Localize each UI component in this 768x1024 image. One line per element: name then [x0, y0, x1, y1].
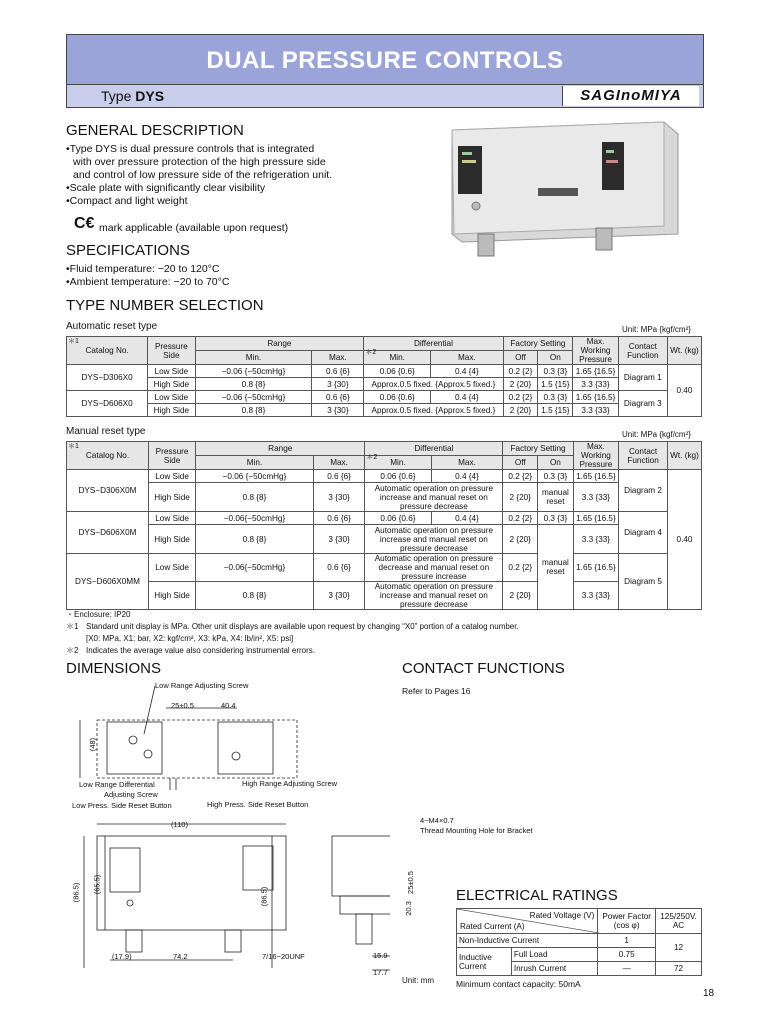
- range-max: 0.6 {6}: [313, 512, 365, 525]
- bullet-line: •Type DYS is dual pressure controls that is integrated: [66, 143, 315, 155]
- pressure-side: Low Side: [148, 512, 195, 525]
- max-working-pressure: 3.3 {33}: [573, 582, 618, 610]
- catalog-no: DYS−D606X0MM: [67, 554, 149, 610]
- differential: Approx.0.5 fixed. {Approx.5 fixed.}: [364, 378, 503, 391]
- table-row: [67, 378, 702, 391]
- type-prefix: Type: [101, 88, 136, 104]
- ce-mark-icon: C€: [74, 215, 95, 232]
- unit-mm: Unit: mm: [402, 976, 434, 985]
- setting-on: manual reset: [538, 525, 574, 610]
- contact-functions-text: Refer to Pages 16: [402, 686, 471, 696]
- power-factor-header: Power Factor (cos φ): [598, 909, 656, 934]
- bullet-line: and control of low pressure side of the refrigeration unit.: [73, 169, 333, 181]
- setting-off: 0.2 {2}: [503, 470, 538, 483]
- col-factory-setting: Factory Setting: [503, 442, 573, 456]
- dim-label: (86.5): [259, 886, 269, 907]
- setting-off: 2 {20}: [503, 404, 538, 417]
- setting-on: manual reset: [538, 483, 574, 512]
- table-row: [67, 582, 702, 610]
- star2-mark: ＊2: [365, 349, 377, 356]
- max-working-pressure: 1.65 {16.5}: [573, 512, 618, 525]
- range-min: −0.06 {−50cmHg}: [196, 470, 314, 483]
- pressure-side: High Side: [148, 378, 195, 391]
- page-number: 18: [703, 988, 715, 999]
- bullet-line: •Scale plate with significantly clear visibility: [66, 182, 266, 194]
- dim-label: 4−M4×0.7: [420, 816, 454, 825]
- setting-off: 2 {20}: [503, 582, 538, 610]
- col-range-max: Max.: [312, 351, 364, 365]
- type-bar: [67, 85, 703, 107]
- col-off: Off: [503, 456, 538, 470]
- range-max: 0.6 {6}: [312, 365, 364, 378]
- note-star2: Indicates the average value also considering instrumental errors.: [86, 646, 316, 655]
- col-diff-min-label: Min.: [389, 353, 405, 362]
- brand-logo-text: SAGInoMIYA: [580, 87, 682, 104]
- range-min: −0.06 {−50cmHg}: [195, 365, 312, 378]
- contact-function: Diagram 5: [619, 554, 668, 610]
- range-min: 0.8 {8}: [195, 404, 312, 417]
- col-contact-function: Contact Function: [618, 337, 667, 365]
- pressure-side: High Side: [148, 483, 195, 512]
- star1-mark: ＊1: [68, 443, 79, 450]
- brand-logo: [562, 86, 699, 106]
- max-working-pressure: 1.65 {16.5}: [573, 554, 618, 582]
- dim-label: (48): [88, 737, 98, 752]
- differential: Approx.0.5 fixed. {Approx.5 fixed.}: [364, 404, 503, 417]
- col-catalog-label: Catalog No.: [85, 451, 130, 460]
- col-differential: Differential: [365, 442, 503, 456]
- power-factor-value: —: [598, 962, 656, 976]
- col-diff-min-label: Min.: [390, 458, 406, 467]
- page-title: DUAL PRESSURE CONTROLS: [67, 35, 703, 85]
- pressure-side: Low Side: [148, 554, 195, 582]
- bullet-line: with over pressure protection of the high pressure side: [73, 156, 326, 168]
- dim-label: 15.9: [373, 951, 388, 960]
- ce-text: mark applicable (available upon request): [99, 222, 289, 234]
- star2-mark: ＊2: [366, 454, 378, 461]
- max-working-pressure: 3.3 {33}: [573, 483, 618, 512]
- col-catalog-label: Catalog No.: [85, 346, 129, 355]
- col-range-max: Max.: [313, 456, 365, 470]
- setting-on: 0.3 {3}: [538, 391, 573, 404]
- dim-label: Adjusting Screw: [104, 790, 158, 799]
- diff-max: 0.4 {4}: [431, 391, 503, 404]
- max-working-pressure: 1.65 {16.5}: [573, 470, 618, 483]
- setting-off: 2 {20}: [503, 525, 538, 554]
- range-min: −0.06{−50cmHg}: [196, 512, 314, 525]
- setting-off: 0.2 {2}: [503, 365, 538, 378]
- max-working-pressure: 3.3 {33}: [573, 404, 618, 417]
- current-value: 72: [656, 962, 702, 976]
- diff-min: 0.06 {0.6}: [365, 470, 431, 483]
- col-on: On: [538, 456, 574, 470]
- inductive-label: Inductive Current: [457, 948, 512, 976]
- power-factor-value: 1: [598, 934, 656, 948]
- range-max: 3 {30}: [313, 582, 365, 610]
- note-star1: Standard unit display is MPa. Other unit displays are available upon request by changing “X0” portion of a catalog number.: [86, 622, 519, 631]
- rated-current-label: Rated Current (A): [460, 922, 525, 931]
- contact-function: Diagram 2: [619, 470, 668, 512]
- note-star2-mark: ＊2: [66, 646, 79, 655]
- catalog-no: DYS−D306X0M: [67, 470, 149, 512]
- rated-header-cell: [457, 909, 598, 934]
- max-working-pressure: 1.65 {16.5}: [573, 365, 618, 378]
- pressure-side: High Side: [148, 404, 195, 417]
- general-heading: GENERAL DESCRIPTION: [66, 122, 244, 139]
- differential: Automatic operation on pressure increase and manual reset on pressure decrease: [365, 483, 503, 512]
- spec-item: •Fluid temperature: −20 to 120°C: [66, 263, 220, 275]
- col-range-min: Min.: [195, 351, 312, 365]
- dim-label: 17.7: [373, 968, 388, 977]
- dim-label: 25±0.5: [405, 871, 415, 894]
- spec-item: •Ambient temperature: −20 to 70°C: [66, 276, 230, 288]
- diff-max: 0.4 {4}: [431, 470, 503, 483]
- pressure-side: High Side: [148, 525, 195, 554]
- electrical-ratings-heading: ELECTRICAL RATINGS: [456, 887, 618, 904]
- col-max-working-pressure: Max. Working Pressure: [573, 442, 618, 470]
- auto-reset-table: [66, 336, 702, 417]
- voltage-header: 125/250V. AC: [656, 909, 702, 934]
- contact-function: Diagram 3: [618, 391, 667, 417]
- unit-label: Unit: MPa {kgf/cm²}: [622, 430, 691, 439]
- table-row: [67, 512, 702, 525]
- dim-label: Low Range Differential: [79, 780, 155, 789]
- unit-label: Unit: MPa {kgf/cm²}: [622, 325, 691, 334]
- diff-min: 0.06 {0.6}: [364, 365, 431, 378]
- range-max: 0.6 {6}: [312, 391, 364, 404]
- setting-on: 1.5 {15}: [538, 378, 573, 391]
- col-differential: Differential: [364, 337, 503, 351]
- range-min: 0.8 {8}: [196, 582, 314, 610]
- col-diff-max: Max.: [431, 351, 503, 365]
- col-pressure-side: Pressure Side: [148, 442, 195, 470]
- table-row: [67, 470, 702, 483]
- current-value: 12: [656, 934, 702, 962]
- setting-off: 0.2 {2}: [503, 512, 538, 525]
- setting-on: 0.3 {3}: [538, 470, 574, 483]
- differential: Automatic operation on pressure decrease and manual reset on pressure increase: [365, 554, 503, 582]
- col-diff-min: [365, 456, 431, 470]
- differential: Automatic operation on pressure increase and manual reset on pressure decrease: [365, 525, 503, 554]
- dim-label: 7/16−20UNF: [262, 952, 305, 961]
- col-diff-min: [364, 351, 431, 365]
- dimensions-drawing: [60, 678, 390, 990]
- dim-label: High Range Adjusting Screw: [242, 779, 338, 788]
- range-max: 3 {30}: [312, 404, 364, 417]
- low-side-fitting: [478, 234, 494, 256]
- range-min: 0.8 {8}: [195, 378, 312, 391]
- inrush-label: Inrush Current: [511, 962, 597, 976]
- type-label: [101, 88, 164, 104]
- setting-off: 2 {20}: [503, 483, 538, 512]
- col-weight: Wt. (kg): [667, 337, 701, 365]
- note-star1-mark: ＊1: [66, 622, 79, 631]
- table-row: [67, 525, 702, 554]
- col-max-working-pressure: Max. Working Pressure: [573, 337, 618, 365]
- range-max: 0.6 {6}: [313, 470, 365, 483]
- setting-off: 0.2 {2}: [503, 391, 538, 404]
- high-side-scale-window: [602, 142, 624, 190]
- diff-min: 0.06 {0.6}: [364, 391, 431, 404]
- bullet-line: •Compact and light weight: [66, 195, 188, 207]
- col-range: Range: [196, 442, 365, 456]
- col-on: On: [538, 351, 573, 365]
- setting-on: 0.3 {3}: [538, 365, 573, 378]
- setting-on: 1.5 {15}: [538, 404, 573, 417]
- rated-voltage-label: Rated Voltage (V): [529, 911, 595, 920]
- table-row: [67, 365, 702, 378]
- table-row: [67, 483, 702, 512]
- product-photo: [440, 116, 690, 266]
- col-contact-function: Contact Function: [619, 442, 668, 470]
- power-factor-value: 0.75: [598, 948, 656, 962]
- dim-label: High Press. Side Reset Button: [207, 800, 309, 809]
- dim-label: (65.5): [92, 874, 102, 895]
- manual-reset-title: Manual reset type: [66, 426, 146, 437]
- auto-reset-title: Automatic reset type: [66, 321, 158, 332]
- range-max: 3 {30}: [313, 483, 365, 512]
- setting-on: 0.3 {3}: [538, 512, 574, 525]
- star1-mark: ＊1: [68, 338, 79, 345]
- contact-function: Diagram 4: [619, 512, 668, 554]
- high-side-fitting: [596, 228, 612, 250]
- col-range: Range: [195, 337, 364, 351]
- table-row: [67, 404, 702, 417]
- col-diff-max: Max.: [431, 456, 503, 470]
- specifications-heading: SPECIFICATIONS: [66, 242, 190, 259]
- differential: Automatic operation on pressure increase and manual reset on pressure decrease: [365, 582, 503, 610]
- weight: 0.40: [667, 365, 701, 417]
- type-number-heading: TYPE NUMBER SELECTION: [66, 297, 264, 314]
- dim-label: 74.2: [173, 952, 188, 961]
- weight: 0.40: [668, 470, 702, 610]
- pressure-side: Low Side: [148, 365, 195, 378]
- min-contact-capacity: Minimum contact capacity: 50mA: [456, 979, 581, 989]
- col-range-min: Min.: [196, 456, 314, 470]
- dim-label: 20.3: [403, 901, 413, 916]
- col-factory-setting: Factory Setting: [503, 337, 573, 351]
- header-banner: [66, 34, 704, 108]
- catalog-no: DYS−D606X0: [67, 391, 148, 417]
- range-max: 3 {30}: [312, 378, 364, 391]
- photo-logo: [538, 188, 578, 196]
- dim-label: (86.5): [71, 882, 81, 903]
- diff-min: 0.06 {0.6}: [365, 512, 431, 525]
- setting-off: 2 {20}: [503, 378, 538, 391]
- pressure-side: Low Side: [148, 391, 195, 404]
- col-off: Off: [503, 351, 538, 365]
- contact-function: Diagram 1: [618, 365, 667, 391]
- dim-label: 40.4: [221, 701, 236, 710]
- dim-label: Low Range Adjusting Screw: [155, 681, 249, 690]
- note-enclosure: ・Enclosure: IP20: [66, 610, 131, 619]
- contact-functions-heading: CONTACT FUNCTIONS: [402, 660, 565, 677]
- max-working-pressure: 3.3 {33}: [573, 525, 618, 554]
- range-max: 3 {30}: [313, 525, 365, 554]
- diff-max: 0.4 {4}: [431, 365, 503, 378]
- electrical-ratings-table: [456, 908, 702, 976]
- range-max: 0.6 {6}: [313, 554, 365, 582]
- setting-off: 0.2 {2}: [503, 554, 538, 582]
- note-unit-codes: [X0: MPa, X1: bar, X2: kgf/cm², X3: kPa, X4: lb/in², X5: psi]: [86, 634, 294, 643]
- pressure-side: High Side: [148, 582, 195, 610]
- diff-max: 0.4 {4}: [431, 512, 503, 525]
- col-catalog: [67, 442, 149, 470]
- general-bullets: [66, 143, 386, 208]
- max-working-pressure: 1.65 {16.5}: [573, 391, 618, 404]
- table-row: [67, 554, 702, 582]
- range-min: −0.06{−50cmHg}: [196, 554, 314, 582]
- range-min: −0.06 {−50cmHg}: [195, 391, 312, 404]
- range-min: 0.8 {8}: [196, 483, 314, 512]
- dim-label: Thread Mounting Hole for Bracket: [420, 826, 533, 835]
- dim-label: 25±0.5: [171, 701, 194, 710]
- full-load-label: Full Load: [511, 948, 597, 962]
- manual-reset-table: [66, 441, 702, 610]
- non-inductive-label: Non-Inductive Current: [457, 934, 598, 948]
- dimensions-heading: DIMENSIONS: [66, 660, 162, 677]
- type-name: DYS: [135, 88, 165, 104]
- range-min: 0.8 {8}: [196, 525, 314, 554]
- col-weight: Wt. (kg): [668, 442, 702, 470]
- catalog-no: DYS−D306X0: [67, 365, 148, 391]
- dim-label: (17.9): [112, 952, 132, 961]
- col-catalog: [67, 337, 148, 365]
- dim-label: Low Press. Side Reset Button: [72, 801, 172, 810]
- catalog-no: DYS−D606X0M: [67, 512, 149, 554]
- table-row: [67, 391, 702, 404]
- dim-label: (110): [171, 820, 188, 829]
- max-working-pressure: 3.3 {33}: [573, 378, 618, 391]
- col-pressure-side: Pressure Side: [148, 337, 195, 365]
- pressure-side: Low Side: [148, 470, 195, 483]
